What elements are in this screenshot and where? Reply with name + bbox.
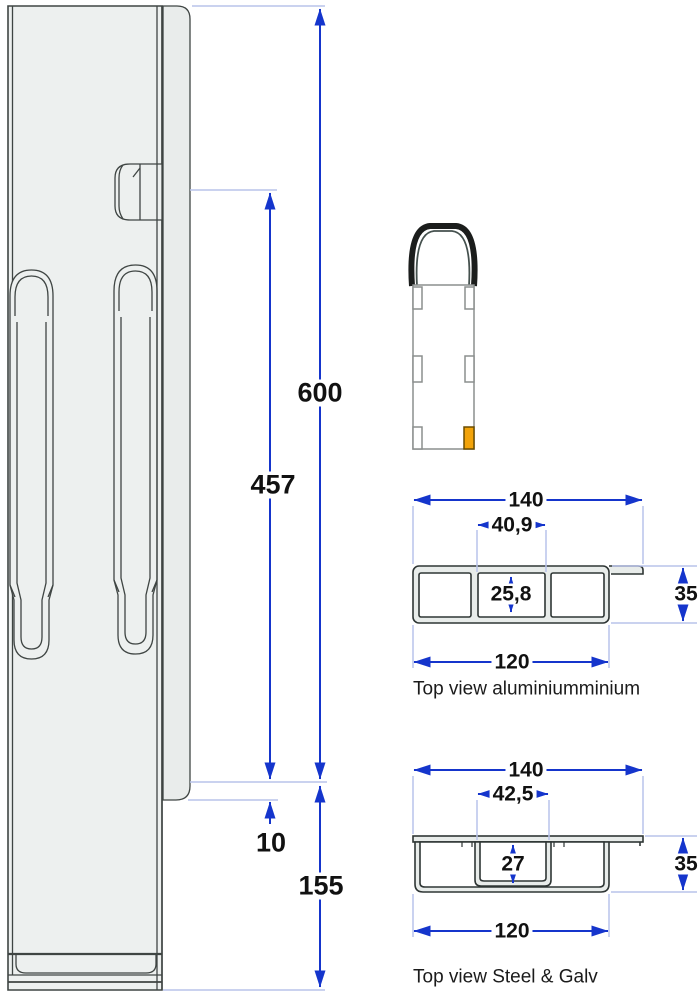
post-front-view: [411, 226, 474, 449]
dim-label-10: 10: [253, 830, 289, 857]
handle-hoop-inner-line: [417, 231, 470, 286]
alu-label-120: 120: [491, 652, 532, 673]
steel-section-caption: Top view Steel & Galv: [413, 966, 598, 988]
alu-label-140: 140: [505, 490, 546, 511]
post-elevation-view: [8, 6, 190, 990]
alu-section-caption: Top view aluminiumminium: [413, 678, 641, 700]
rear-rail-panel: [163, 6, 190, 800]
steel-label-120: 120: [491, 921, 532, 942]
steel-top-plate: [413, 836, 643, 842]
slot-right: [114, 265, 157, 654]
handle-hoop: [411, 226, 474, 286]
alu-label-40-9: 40,9: [489, 515, 536, 536]
steel-label-35: 35: [671, 854, 700, 875]
alu-label-35: 35: [671, 584, 700, 605]
dim-label-457: 457: [247, 472, 298, 499]
slot-left: [10, 270, 53, 659]
latch-block: [115, 164, 162, 220]
dim-label-600: 600: [294, 380, 345, 407]
section-steel: [413, 836, 643, 892]
highlight-tab: [464, 427, 474, 449]
steel-label-140: 140: [505, 760, 546, 781]
steel-label-42-5: 42,5: [490, 784, 537, 805]
dim-label-155: 155: [295, 873, 346, 900]
alu-label-25-8: 25,8: [488, 584, 535, 605]
alu-profile-tab: [609, 566, 643, 574]
steel-label-27: 27: [498, 854, 527, 875]
